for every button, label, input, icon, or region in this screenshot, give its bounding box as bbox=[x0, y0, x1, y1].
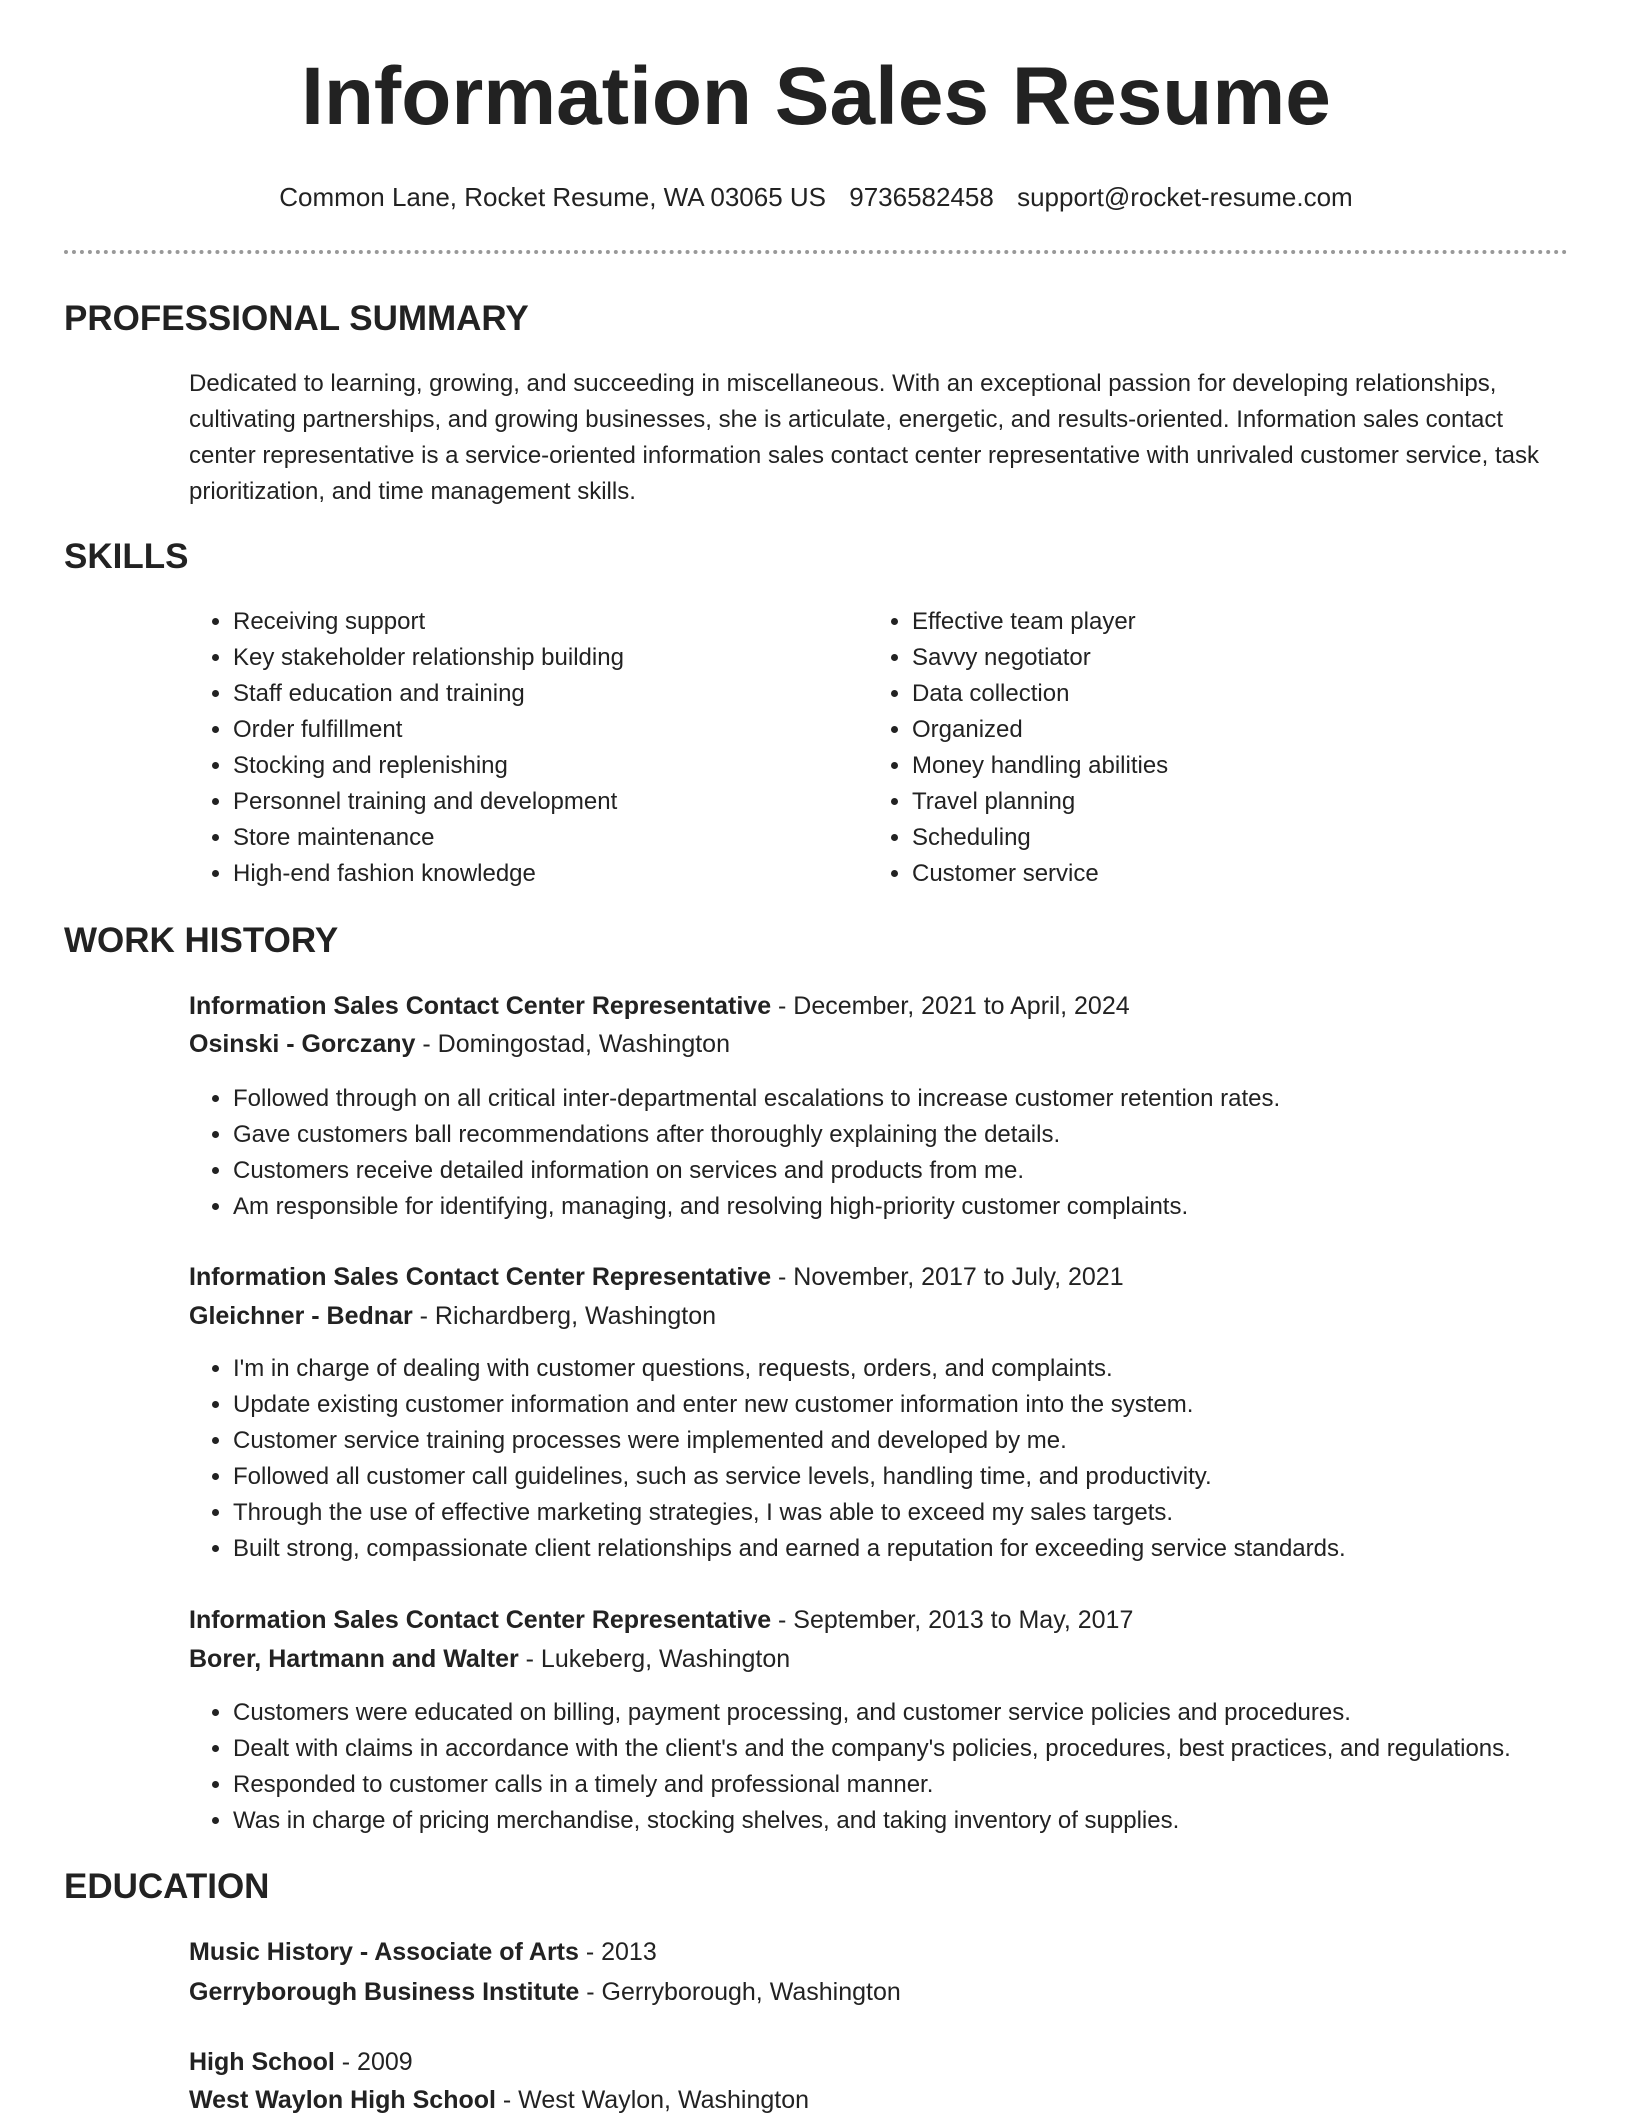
skill-item: • Key stakeholder relationship building bbox=[233, 640, 624, 676]
skill-item: • Data collection bbox=[912, 676, 1168, 712]
job-company: Gleichner - Bednar bbox=[189, 1302, 413, 1330]
job-title-line bbox=[189, 1604, 1133, 1637]
job-bullet: • Through the use of effective marketing strategies, I was able to exceed my sales targets. bbox=[233, 1495, 1632, 1531]
job-bullet: • Am responsible for identifying, managing, and resolving high-priority customer complaints. bbox=[233, 1189, 1632, 1225]
education-year: - 2013 bbox=[578, 1938, 657, 1966]
skill-item: • Personnel training and development bbox=[233, 784, 624, 820]
skill-item: • High-end fashion knowledge bbox=[233, 856, 624, 892]
job-bullet: • Customer service training processes were implemented and developed by me. bbox=[233, 1423, 1632, 1459]
education-location: - Gerryborough, Washington bbox=[579, 1978, 901, 2006]
contact-line bbox=[0, 182, 1632, 213]
resume-title: Information Sales Resume bbox=[301, 51, 1331, 142]
education-year: - 2009 bbox=[334, 2048, 413, 2076]
skills-list-left bbox=[189, 604, 624, 892]
summary-heading: PROFESSIONAL SUMMARY bbox=[64, 299, 529, 338]
skill-item: • Scheduling bbox=[912, 820, 1168, 856]
job-dates: - November, 2017 to July, 2021 bbox=[771, 1263, 1124, 1291]
skill-item: • Receiving support bbox=[233, 604, 624, 640]
job-bullets bbox=[189, 1081, 1632, 1225]
skill-item: • Order fulfillment bbox=[233, 712, 624, 748]
education-degree: Music History - Associate of Arts bbox=[189, 1938, 579, 1966]
job-dates: - September, 2013 to May, 2017 bbox=[771, 1606, 1134, 1634]
contact-address: Common Lane, Rocket Resume, WA 03065 US bbox=[279, 182, 827, 212]
job-bullet: • Responded to customer calls in a timely and professional manner. bbox=[233, 1767, 1632, 1803]
education-degree-line bbox=[189, 1936, 657, 1969]
job-location: - Domingostad, Washington bbox=[415, 1030, 730, 1058]
contact-phone: 9736582458 bbox=[849, 182, 994, 212]
job-bullet: • Customers were educated on billing, payment processing, and customer service policies and procedures. bbox=[233, 1695, 1632, 1731]
work-heading: WORK HISTORY bbox=[64, 921, 339, 960]
job-company: Borer, Hartmann and Walter bbox=[189, 1645, 519, 1673]
skill-item: • Organized bbox=[912, 712, 1168, 748]
skill-item: • Stocking and replenishing bbox=[233, 748, 624, 784]
job-title-line bbox=[189, 1261, 1124, 1294]
job-bullet: • Built strong, compassionate client relationships and earned a reputation for exceeding service standards. bbox=[233, 1531, 1632, 1567]
job-bullet: • Customers receive detailed information on services and products from me. bbox=[233, 1153, 1632, 1189]
summary-text: Dedicated to learning, growing, and succeeding in miscellaneous. With an exceptional passion for developing relationships, cultivating partnerships, and growing businesses, she is articulate, energetic, and results-oriented. Information sales contact center representative is a service-oriented information sales contact center representative with unrivaled customer service, task prioritization, and time management skills. bbox=[189, 370, 1539, 505]
job-title: Information Sales Contact Center Representative bbox=[189, 1263, 772, 1291]
job-bullet: • Dealt with claims in accordance with the client's and the company's policies, procedures, best practices, and regulations. bbox=[233, 1731, 1632, 1767]
education-school-line bbox=[189, 1976, 901, 2009]
education-school: Gerryborough Business Institute bbox=[189, 1978, 580, 2006]
job-bullets bbox=[189, 1351, 1632, 1567]
job-bullet: • I'm in charge of dealing with customer questions, requests, orders, and complaints. bbox=[233, 1351, 1632, 1387]
job-title: Information Sales Contact Center Representative bbox=[189, 992, 772, 1020]
job-bullet: • Followed through on all critical inter-departmental escalations to increase customer retention rates. bbox=[233, 1081, 1632, 1117]
education-heading: EDUCATION bbox=[64, 1867, 270, 1906]
contact-email: support@rocket-resume.com bbox=[1017, 182, 1353, 212]
skill-item: • Savvy negotiator bbox=[912, 640, 1168, 676]
job-title-line bbox=[189, 990, 1130, 1023]
job-bullet: • Was in charge of pricing merchandise, stocking shelves, and taking inventory of supplies. bbox=[233, 1803, 1632, 1839]
job-dates: - December, 2021 to April, 2024 bbox=[771, 992, 1130, 1020]
job-location: - Lukeberg, Washington bbox=[518, 1645, 791, 1673]
education-degree: High School bbox=[189, 2048, 335, 2076]
job-title: Information Sales Contact Center Representative bbox=[189, 1606, 772, 1634]
education-location: - West Waylon, Washington bbox=[495, 2086, 810, 2114]
header-divider bbox=[64, 250, 1568, 254]
job-bullet: • Update existing customer information and enter new customer information into the system. bbox=[233, 1387, 1632, 1423]
job-company-line bbox=[189, 1028, 730, 1061]
job-bullet: • Followed all customer call guidelines, such as service levels, handling time, and productivity. bbox=[233, 1459, 1632, 1495]
job-company-line bbox=[189, 1643, 790, 1676]
job-company-line bbox=[189, 1300, 716, 1333]
skill-item: • Money handling abilities bbox=[912, 748, 1168, 784]
skill-item: • Staff education and training bbox=[233, 676, 624, 712]
education-degree-line bbox=[189, 2046, 413, 2079]
job-company: Osinski - Gorczany bbox=[189, 1030, 416, 1058]
skill-item: • Customer service bbox=[912, 856, 1168, 892]
skills-heading: SKILLS bbox=[64, 537, 189, 576]
skill-item: • Store maintenance bbox=[233, 820, 624, 856]
skills-list-right bbox=[868, 604, 1168, 892]
job-bullets bbox=[189, 1695, 1632, 1839]
skill-item: • Effective team player bbox=[912, 604, 1168, 640]
skill-item: • Travel planning bbox=[912, 784, 1168, 820]
job-location: - Richardberg, Washington bbox=[412, 1302, 717, 1330]
education-school: West Waylon High School bbox=[189, 2086, 496, 2114]
job-bullet: • Gave customers ball recommendations after thoroughly explaining the details. bbox=[233, 1117, 1632, 1153]
